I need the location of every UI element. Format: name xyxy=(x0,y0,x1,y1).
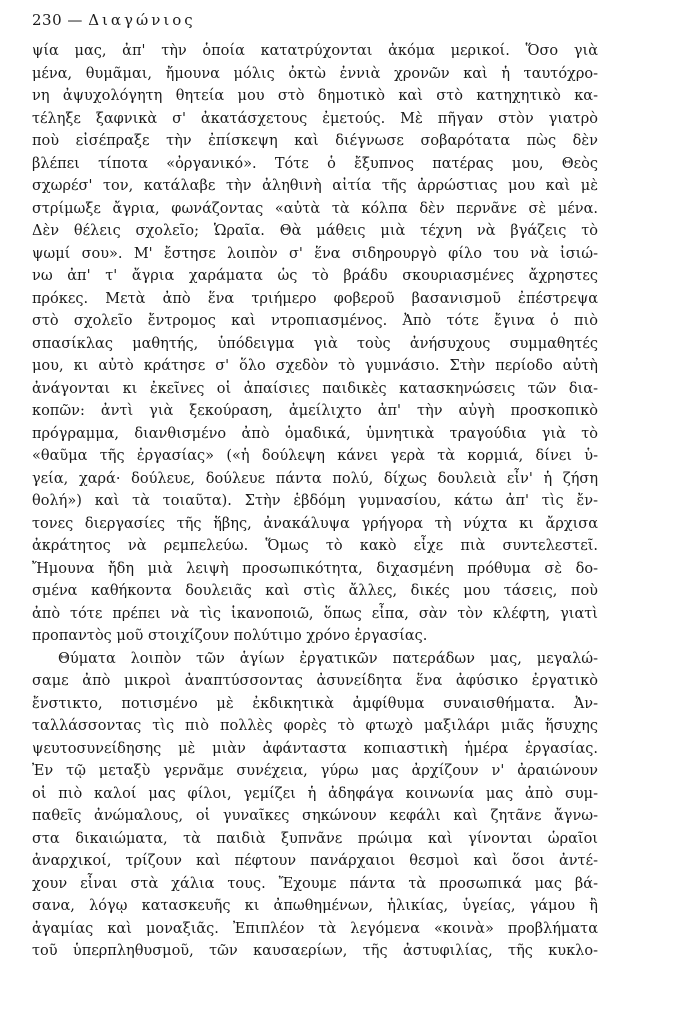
text-line: στρίμωξε ἄγρια, φωνάζοντας «αὐτὰ τὰ κόλπα δὲν περνᾶνε σὲ μένα. xyxy=(32,200,598,217)
paragraph xyxy=(32,648,598,963)
text-line: ἀγαμίας καὶ μοναξιᾶς. Ἐπιπλέον τὰ λεγόμενα «κοινὰ» προβλήματα xyxy=(32,920,598,937)
text-line: πρόκες. Μετὰ ἀπὸ ἕνα τριήμερο φοβεροῦ βασανισμοῦ ἐπέστρεψα xyxy=(32,290,598,307)
text-line: ψωμί σου». Μ' ἔστησε λοιπὸν σ' ἕνα σιδηρουργὸ φίλο του νὰ ἰσιώ- xyxy=(32,245,598,262)
text-line: οἱ πιὸ καλοί μας φίλοι, γεμίζει ἡ ἀδηφάγα κοινωνία μας ἀπὸ συμ- xyxy=(32,785,598,802)
body-text xyxy=(32,40,598,963)
text-line: τοῦ ὑπερπληθυσμοῦ, τῶν καυσαερίων, τῆς ἀστυφιλίας, τῆς κυκλο- xyxy=(32,943,598,959)
text-line: παθεῖς ἀνώμαλους, οἱ γυναῖκες σηκώνουν κεφάλι καὶ ζητᾶνε ἄγνω- xyxy=(32,808,598,824)
text-line: Ἤμουνα ἤδη μιὰ λειψὴ προσωπικότητα, διχασμένη πρόθυμα σὲ δο- xyxy=(32,560,598,577)
text-line: θολή») καὶ τὰ τοιαῦτα). Στὴν ἑβδόμη γυμνασίου, κάτω ἀπ' τὶς ἔν- xyxy=(32,493,598,509)
text-line: Θύματα λοιπὸν τῶν ἁγίων ἐργατικῶν πατεράδων μας, μεγαλώ- xyxy=(58,650,598,667)
text-line: σχωρέσ' τον, κατάλαβε τὴν ἀληθινὴ αἰτία τῆς ἀρρώστιας μου καὶ μὲ xyxy=(32,178,598,194)
text-line: στὸ σχολεῖο ἔντρομος καὶ ντροπιασμένος. Ἀπὸ τότε ἔγινα ὁ πιὸ xyxy=(32,313,598,329)
text-line: πρόγραμμα, διανθισμένο ἀπὸ ὁμαδικά, ὑμνητικὰ τραγούδια γιὰ τὸ xyxy=(32,425,598,442)
text-line: σανα, λόγῳ κατασκευῆς κι ἀπωθημένων, ἡλικίας, ὑγείας, γάμου ἢ xyxy=(32,898,598,914)
text-line: νη ἀψυχολόγητη θητεία μου στὸ δημοτικὸ καὶ στὸ κατηχητικὸ κα- xyxy=(32,88,598,104)
paragraph xyxy=(32,40,598,648)
text-line: ψία μας, ἀπ' τὴν ὁποία κατατρύχονται ἀκόμα μερικοί. Ὅσο γιὰ xyxy=(32,43,598,59)
text-line: «θαῦμα τῆς ἐργασίας» («ἡ δούλεψη κάνει γερὰ τὰ κορμιά, δίνει ὑ- xyxy=(32,448,598,464)
text-line: μου, κι αὐτὸ κράτησε σ' ὅλο σχεδὸν τὸ γυμνάσιο. Στὴν περίοδο αὐτὴ xyxy=(32,358,598,374)
text-line: σπασίκλας μαθητής, ὑπόδειγμα γιὰ τοὺς ἀνήσυχους συμμαθητές xyxy=(32,335,598,352)
text-line: γεία, χαρά· δούλευε, δούλευε πάντα πολύ, δίχως δουλειὰ εἶν' ἡ ζήση xyxy=(32,470,598,487)
running-head xyxy=(32,10,196,30)
text-line: σαμε ἀπὸ μικροὶ ἀναπτύσσοντας ἀσυνείδητα ἕνα ἀφύσικο ἐργατικὸ xyxy=(32,673,598,689)
text-line: στα δικαιώματα, τὰ παιδιὰ ξυπνᾶνε πρώιμα καὶ γίνονται ὡραῖοι xyxy=(32,830,598,847)
text-line: ψευτοσυνείδησης μὲ μιὰν ἀφάνταστα κοπιαστικὴ ἡμέρα ἐργασίας. xyxy=(32,740,598,757)
text-line: προπαντὸς μοῦ στοιχίζουν πολύτιμο χρόνο ἐργασίας. xyxy=(32,628,428,644)
text-line: ἀναρχικοί, τρίζουν καὶ πέφτουν πανάρχαιοι θεσμοὶ καὶ ὅσοι ἀντέ- xyxy=(32,853,598,869)
text-line: μένα, θυμᾶμαι, ἤμουνα μόλις ὀκτὼ ἐννιὰ χρονῶν καὶ ἡ ταυτόχρο- xyxy=(32,65,598,82)
text-line: Δὲν θέλεις σχολεῖο; Ὡραῖα. Θὰ μάθεις μιὰ τέχνη νὰ βγάζεις τὸ xyxy=(32,223,598,239)
text-line: βλέπει τίποτα «ὀργανικό». Τότε ὁ ἔξυπνος πατέρας μου, Θεὸς xyxy=(32,155,598,172)
text-line: τονες διεργασίες τῆς ἥβης, ἀνακάλυψα γρήγορα τὴ νύχτα κι ἄρχισα xyxy=(32,515,598,532)
text-line: ἔνστικτο, ποτισμένο μὲ ἐκδικητικὰ ἀμφίθυμα συναισθήματα. Ἀν- xyxy=(32,695,598,712)
text-line: ἀπὸ τότε πρέπει νὰ τὶς ἱκανοποιῶ, ὅπως εἶπα, σὰν τὸν κλέφτη, γιατὶ xyxy=(32,605,598,622)
text-line: ποὺ εἰσέπραξε τὴν ἐπίσκεψη καὶ διέγνωσε σοβαρότατα πὼς δὲν xyxy=(32,133,598,149)
text-line: νω ἀπ' τ' ἄγρια χαράματα ὡς τὸ βράδυ σκουριασμένες ἄχρηστες xyxy=(32,268,598,284)
text-line: ἀκράτητος νὰ ρεμπελεύω. Ὅμως τὸ κακὸ εἶχε πιὰ συντελεστεῖ. xyxy=(32,538,598,554)
page-number: 230 xyxy=(32,11,63,29)
text-line: Ἐν τῷ μεταξὺ γερνᾶμε συνέχεια, γύρω μας ἀρχίζουν ν' ἀραιώνουν xyxy=(32,763,598,779)
text-line: χουν εἶναι στὰ χάλια τους. Ἔχουμε πάντα τὰ προσωπικά μας βά- xyxy=(32,875,598,892)
text-line: ταλλάσσοντας τὶς πιὸ πολλὲς φορὲς τὸ φτωχὸ μαξιλάρι μιᾶς ἥσυχης xyxy=(32,718,598,734)
text-line: ἀνάγονται κι ἐκεῖνες οἱ ἀπαίσιες παιδικὲς κατασκηνώσεις τῶν δια- xyxy=(32,380,598,397)
text-line: τέληξε ξαφνικὰ σ' ἀκατάσχετους ἐμετούς. Μὲ πῆγαν στὸν γιατρὸ xyxy=(32,110,598,127)
text-line: σμένα καθήκοντα δουλειᾶς καὶ στὶς ἄλλες, δικές μου τάσεις, ποὺ xyxy=(32,583,598,599)
running-title: Διαγώνιος xyxy=(88,11,196,29)
text-line: κοπῶν: ἀντὶ γιὰ ξεκούραση, ἀμείλιχτο ἀπ' τὴν αὐγὴ προσκοπικὸ xyxy=(32,403,598,419)
header-dash: — xyxy=(67,11,83,29)
